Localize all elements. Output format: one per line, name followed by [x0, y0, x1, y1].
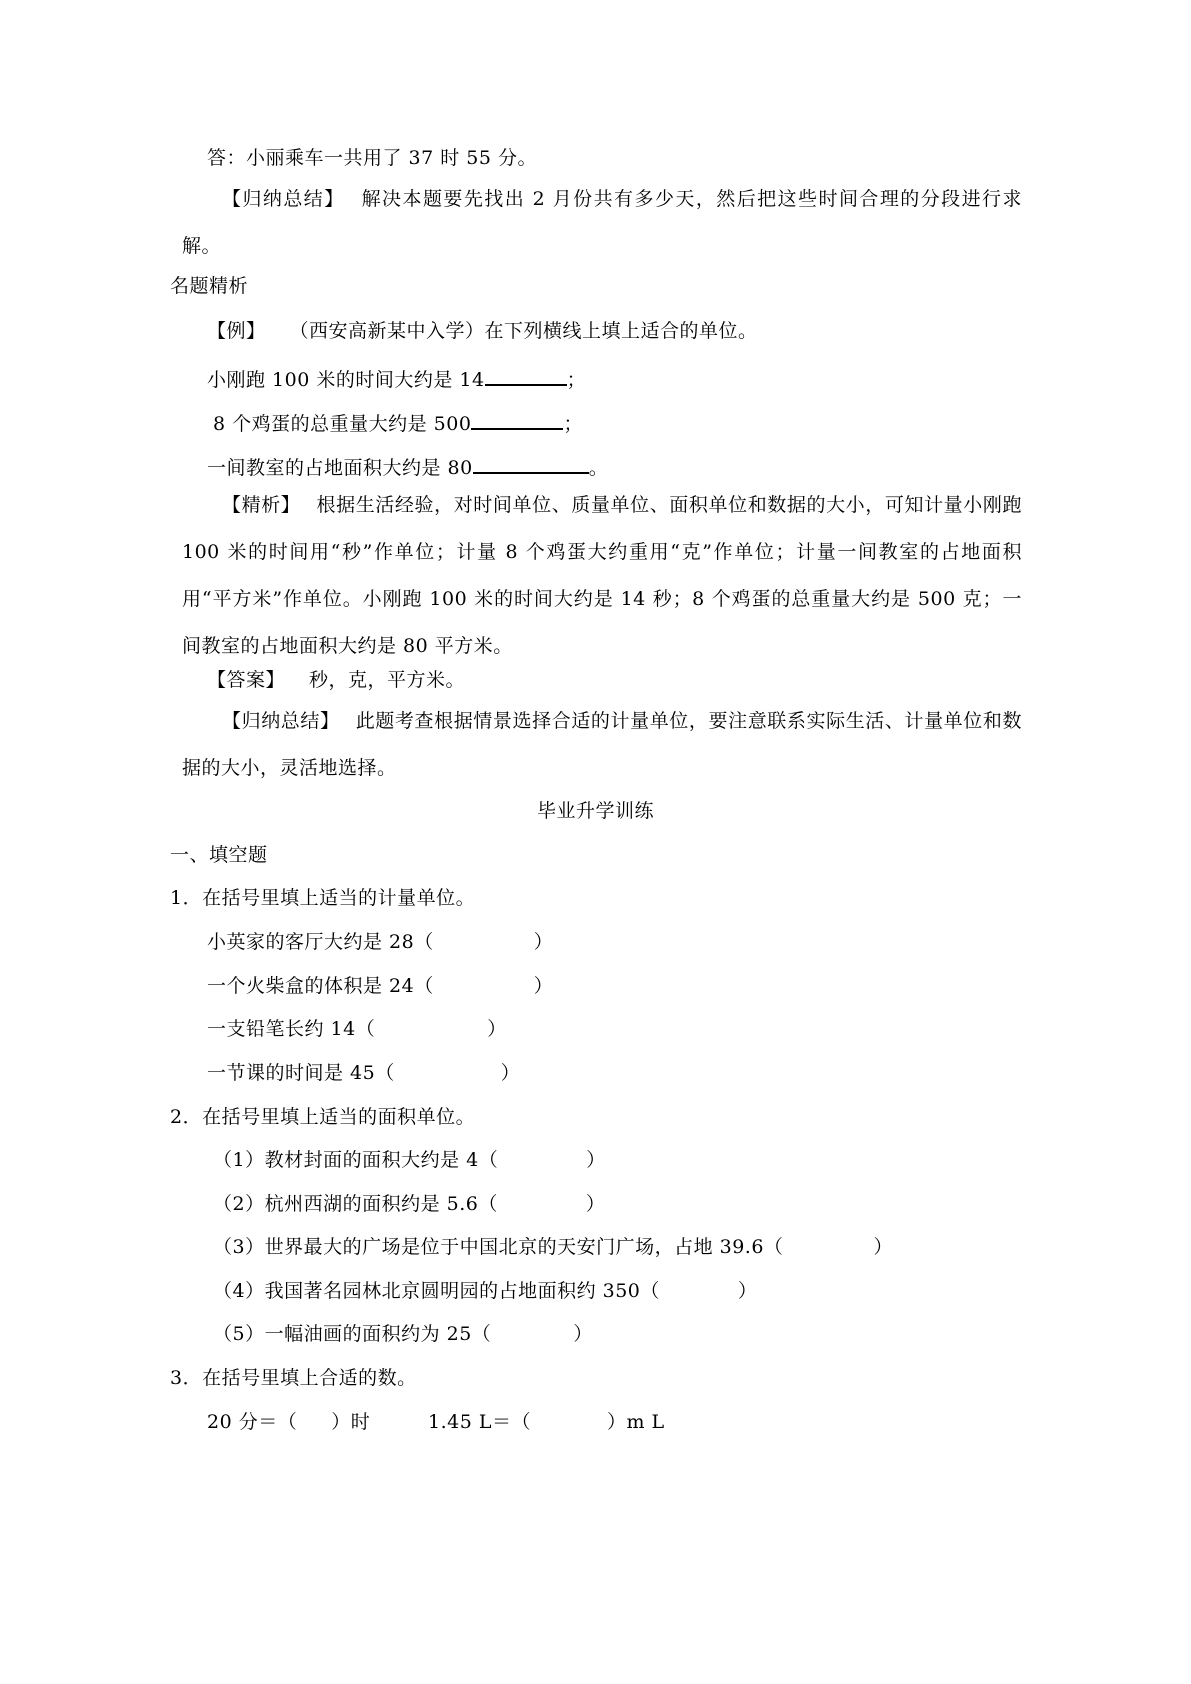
question-3-item-a [207, 1410, 370, 1434]
item-text: （2）杭州西湖的面积约是 5.6（ [213, 1193, 498, 1215]
question-1-item-b [207, 974, 553, 998]
summary-paragraph-1 [182, 176, 1022, 270]
answer-text: 秒，克，平方米。 [309, 669, 466, 691]
question-3-item-b [428, 1410, 665, 1434]
close-paren: ） [500, 1062, 521, 1084]
example-item-text: 小刚跑 100 米的时间大约是 14 [207, 369, 485, 391]
punct: 。 [588, 457, 609, 479]
example-line [207, 319, 758, 343]
question-1: 1．在括号里填上适当的计量单位。 [170, 887, 476, 909]
example-tag: 【例】 [207, 320, 266, 342]
part-title: 一、填空题 [170, 844, 268, 866]
close-paren: ） [533, 931, 554, 953]
training-title: 毕业升学训练 [536, 800, 654, 822]
answer-tag: 【答案】 [207, 669, 286, 691]
answer-result-line [207, 668, 465, 692]
analysis-tag: 【精析】 [222, 494, 301, 516]
close-paren: ） [487, 1018, 507, 1040]
question-3: 3．在括号里填上合适的数。 [170, 1367, 417, 1389]
summary-text: 解决本题要先找出 2 月份共有多少天，然后把这些时间合理的分段进行求解。 [182, 188, 1022, 257]
punct: ； [566, 369, 587, 391]
section-title: 名题精析 [170, 275, 249, 297]
close-paren: ） [737, 1280, 758, 1302]
blank-line[interactable] [485, 364, 567, 386]
item-text: 一节课的时间是 45（ [207, 1062, 395, 1084]
item-text: 1.45 L＝（ [428, 1411, 531, 1433]
close-paren: ） [573, 1323, 593, 1345]
close-paren: ） [873, 1236, 893, 1258]
item-unit: ）m L [606, 1411, 665, 1433]
question-2-item-2 [213, 1192, 605, 1216]
question-1-item-c [207, 1017, 507, 1041]
example-item-text: 8 个鸡蛋的总重量大约是 500 [213, 413, 472, 435]
summary-text: 此题考查根据情景选择合适的计量单位，要注意联系实际生活、计量单位和数据的大小，灵活地选择。 [182, 710, 1022, 779]
example-item-1 [207, 364, 586, 392]
question-2-item-4 [213, 1279, 757, 1303]
summary-tag: 【归纳总结】 [222, 188, 345, 210]
blank-line[interactable] [471, 408, 563, 430]
item-text: （1）教材封面的面积大约是 4（ [213, 1149, 499, 1171]
analysis-paragraph [182, 482, 1022, 670]
item-unit: ）时 [331, 1411, 371, 1433]
item-text: （3）世界最大的广场是位于中国北京的天安门广场，占地 39.6（ [213, 1236, 784, 1258]
question-2-item-5 [213, 1322, 593, 1346]
question-2: 2．在括号里填上适当的面积单位。 [170, 1106, 476, 1128]
example-item-3 [207, 452, 608, 480]
summary-paragraph-2 [182, 698, 1022, 792]
blank-line[interactable] [473, 452, 589, 474]
item-text: （4）我国著名园林北京圆明园的占地面积约 350（ [213, 1280, 660, 1302]
close-paren: ） [586, 1149, 606, 1171]
punct: ； [563, 413, 583, 435]
item-text: 一支铅笔长约 14（ [207, 1018, 376, 1040]
answer-line: 答：小丽乘车一共用了 37 时 55 分。 [207, 147, 538, 169]
example-item-2 [213, 408, 583, 436]
summary-tag: 【归纳总结】 [222, 710, 340, 732]
question-1-item-d [207, 1061, 520, 1085]
item-text: （5）一幅油画的面积约为 25（ [213, 1323, 492, 1345]
item-text: 一个火柴盒的体积是 24（ [207, 975, 434, 997]
question-2-item-1 [213, 1148, 606, 1172]
item-text: 20 分＝（ [207, 1411, 298, 1433]
analysis-text: 根据生活经验，对时间单位、质量单位、面积单位和数据的大小，可知计量小刚跑 100 米的时间用“秒”作单位；计量 8 个鸡蛋大约重用“克”作单位；计量一间教室的占地面积用“平方米”作单位。小刚跑 100 米的时间大约是 14 秒；8 个鸡蛋的总重量大约是 500 克；一间教室的占地面积大约是 80 平方米。 [182, 494, 1022, 657]
item-text: 小英家的客厅大约是 28（ [207, 931, 434, 953]
close-paren: ） [533, 975, 554, 997]
example-text: （西安高新某中入学）在下列横线上填上适合的单位。 [289, 320, 758, 342]
close-paren: ） [585, 1193, 606, 1215]
question-1-item-a [207, 930, 553, 954]
example-item-text: 一间教室的占地面积大约是 80 [207, 457, 473, 479]
question-2-item-3 [213, 1235, 893, 1259]
